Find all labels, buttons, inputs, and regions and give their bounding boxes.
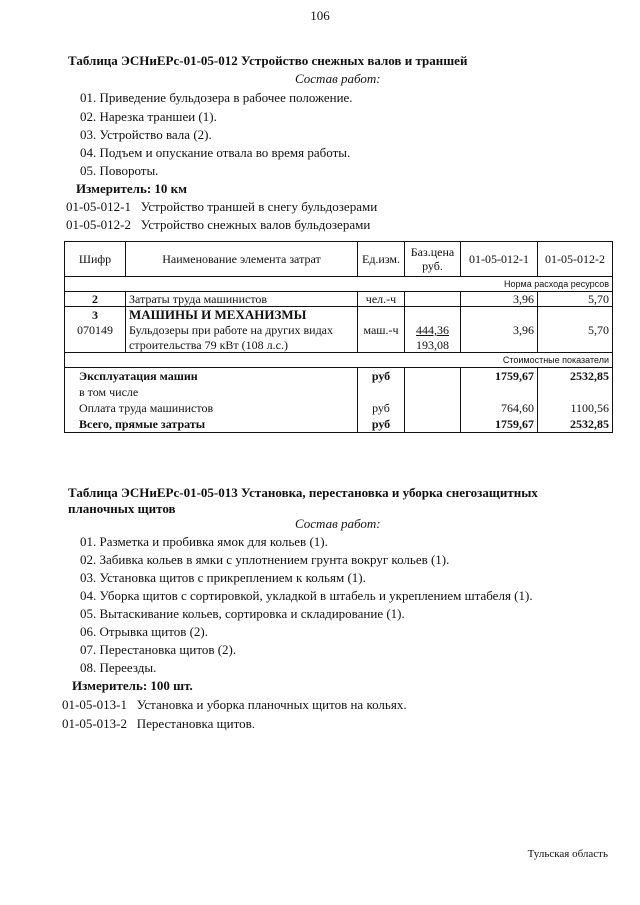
resource-table (64, 241, 613, 433)
header-base-price: Баз.цена руб. (405, 242, 461, 277)
page-number: 106 (310, 8, 330, 23)
table-row: Эксплуатация машин руб 1759,67 2532,85 (65, 368, 613, 385)
table1-code-line: 01-05-012-2 Устройство снежных валов бульдозерами (66, 217, 371, 232)
table2-work-item: 01. Разметка и пробивка ямок для кольев (1). (80, 534, 328, 549)
table-row: Всего, прямые затраты руб 1759,67 2532,85 (65, 417, 613, 433)
table-header-row (65, 242, 613, 277)
table1-work-item: 05. Повороты. (80, 163, 159, 178)
table2-work-composition: Состав работ: (295, 516, 381, 531)
cost-label-row (65, 353, 613, 368)
header-name: Наименование элемента затрат (126, 242, 358, 277)
footer-region: Тульская область (527, 848, 608, 860)
table2-work-item: 08. Переезды. (80, 660, 157, 675)
table-row: строительства 79 кВт (108 л.с.) 193,08 (65, 338, 613, 353)
header-col-2: 01-05-012-2 (538, 242, 613, 277)
table1-work-item: 04. Подъем и опускание отвала во время работы. (80, 145, 351, 160)
table2-title-line1: Таблица ЭСНиЕРс-01-05-013 Установка, перестановка и уборка снегозащитных (68, 485, 538, 500)
table2-work-item: 06. Отрывка щитов (2). (80, 624, 209, 639)
table2-work-item: 02. Забивка кольев в ямки с уплотнением грунта вокруг кольев (1). (80, 552, 450, 567)
table2-work-item: 03. Установка щитов с прикреплением к кольям (1). (80, 570, 366, 585)
table-row: 070149 Бульдозеры при работе на других видах маш.-ч 444,36 3,96 5,70 (65, 323, 613, 338)
table-row: 2 Затраты труда машинистов чел.-ч 3,96 5,70 (65, 292, 613, 307)
table2-code-line: 01-05-013-1 Установка и уборка планочных щитов на кольях. (62, 697, 407, 712)
cost-label: Стоимостные показатели (65, 353, 613, 368)
header-code: Шифр (65, 242, 126, 277)
norm-label-row (65, 277, 613, 292)
table1-work-composition: Состав работ: (295, 71, 381, 86)
table1-work-item: 01. Приведение бульдозера в рабочее положение. (80, 90, 353, 105)
table1-measure: Измеритель: 10 км (76, 181, 187, 196)
norm-label: Норма расхода ресурсов (65, 277, 613, 292)
table1-title: Таблица ЭСНиЕРс-01-05-012 Устройство снежных валов и траншей (68, 53, 468, 68)
table2-work-item: 04. Уборка щитов с сортировкой, укладкой в штабель и укреплением штабеля (1). (80, 588, 533, 603)
table1-code-line: 01-05-012-1 Устройство траншей в снегу бульдозерами (66, 199, 378, 214)
table-row: Оплата труда машинистов руб 764,60 1100,56 (65, 400, 613, 417)
table1-work-item: 03. Устройство вала (2). (80, 127, 212, 142)
table2-work-item: 05. Вытаскивание кольев, сортировка и складирование (1). (80, 606, 405, 621)
table1-work-item: 02. Нарезка траншеи (1). (80, 109, 217, 124)
table2-work-item: 07. Перестановка щитов (2). (80, 642, 237, 657)
table2-measure: Измеритель: 100 шт. (72, 678, 193, 693)
header-unit: Ед.изм. (358, 242, 405, 277)
header-col-1: 01-05-012-1 (461, 242, 538, 277)
table2-code-line: 01-05-013-2 Перестановка щитов. (62, 716, 255, 731)
table-row: 3 МАШИНЫ И МЕХАНИЗМЫ (65, 307, 613, 323)
table-row: в том числе (65, 385, 613, 400)
table2-title-line2: планочных щитов (68, 501, 176, 516)
